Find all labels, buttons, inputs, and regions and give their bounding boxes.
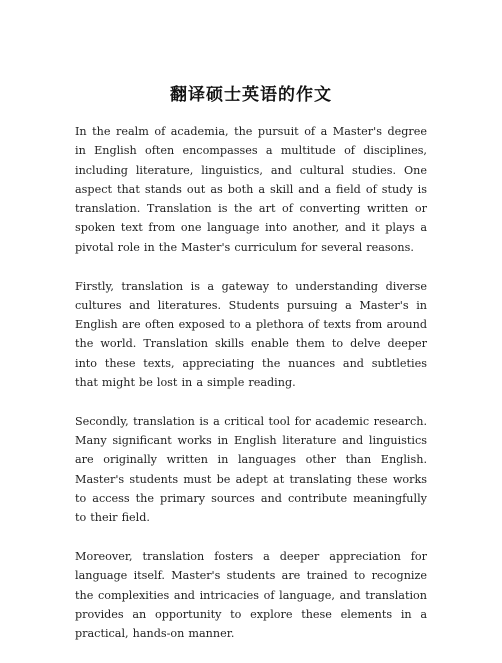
document-title: 翻译硕士英语的作文 [170,85,332,105]
paragraph-intro: In the realm of academia, the pursuit of a Master's degree in English often encompasses a multitude of disciplines, including literature, linguistics, and cultural studies. One aspect that stands out as both a skill and a field of study is translation. Translation is the art of converting written or spoken text from one language into another, and it plays a pivotal role in the Master's curriculum for several reasons. [75,125,427,254]
paragraph-secondly: Secondly, translation is a critical tool for academic research. Many significant works in English literature and linguistics are originally written in languages other than English. Master's students must be adept at translating these works to access the primary sources and contribute meaningfully to their field. [75,414,427,525]
paragraph-moreover: Moreover, translation fosters a deeper appreciation for language itself. Master's students are trained to recognize the complexities and intricacies of language, and translation provides an opportunity to explore these elements in a practical, hands-on manner. [75,550,427,641]
paragraph-firstly: Firstly, translation is a gateway to understanding diverse cultures and literatures. Students pursuing a Master's in English are often exposed to a plethora of texts from around the world. Translation skills enable them to delve deeper into these texts, appreciating the nuances and subtleties that might be lost in a simple reading. [75,279,427,390]
document-body [75,122,427,663]
